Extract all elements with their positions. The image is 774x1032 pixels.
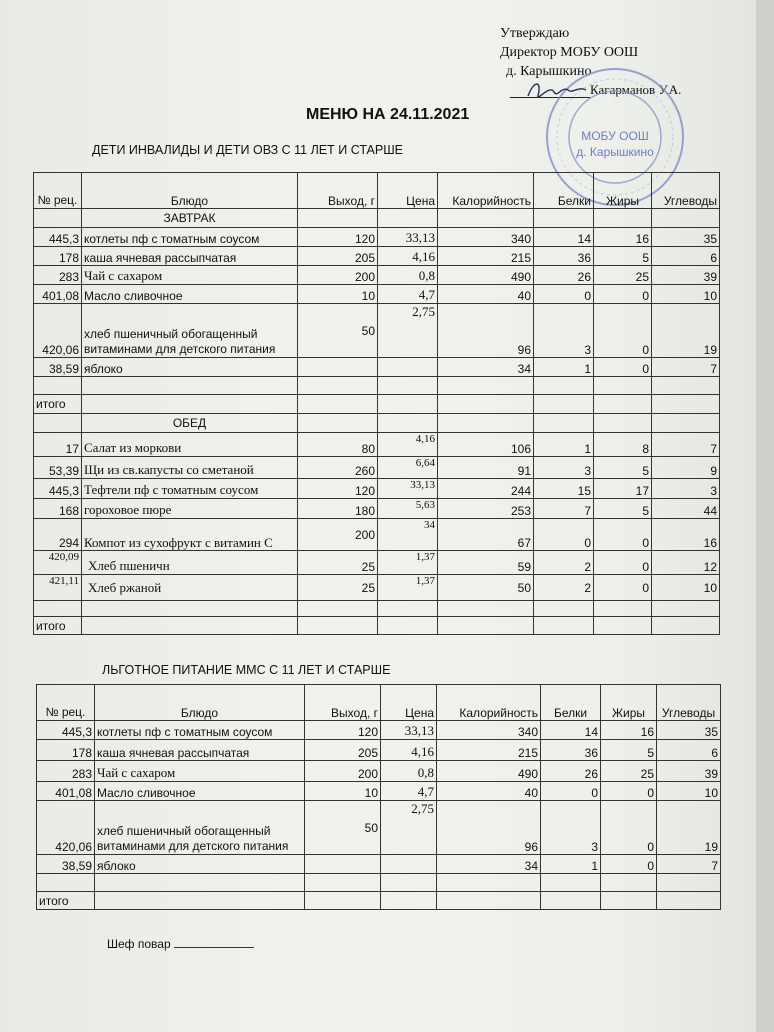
- header-rec: № рец.: [37, 685, 95, 721]
- table-row: 420,06 хлеб пшеничный обогащенный витаминами для детского питания 50 2,75 96 3 0 19: [37, 801, 721, 855]
- approval-line-1: Утверждаю: [500, 26, 570, 41]
- header-calories: Калорийность: [437, 685, 541, 721]
- table-row: 420,09 Хлеб пшеничн 25 1,37 59 2 0 12: [34, 551, 720, 575]
- table2-total-label: итого: [37, 892, 95, 910]
- header-calories: Калорийность: [438, 173, 534, 209]
- header-output: Выход, г: [298, 173, 378, 209]
- header-protein: Белки: [541, 685, 601, 721]
- table-row: 283 Чай с сахаром 200 0,8 490 26 25 39: [34, 266, 720, 285]
- signer-name: Кагарманов У.А.: [590, 82, 682, 97]
- approval-line-3: д. Карышкино: [506, 64, 592, 79]
- table-row: 445,3 котлеты пф с томатным соусом 120 33,13 340 14 16 35: [34, 228, 720, 247]
- table-row: 17 Салат из моркови 80 4,16 106 1 8 7: [34, 433, 720, 457]
- header-carbs: Углеводы: [657, 685, 721, 721]
- table1-subtitle: ДЕТИ ИНВАЛИДЫ И ДЕТИ ОВЗ С 11 ЛЕТ И СТАРШЕ: [92, 143, 404, 157]
- menu-table-privileged: [36, 684, 721, 910]
- table-row: 445,3 котлеты пф с томатным соусом 120 33,13 340 14 16 35: [37, 721, 721, 740]
- table2-header-row: [37, 685, 721, 721]
- stamp-line-2: д. Карышкино: [576, 145, 654, 159]
- lunch-label: ОБЕД: [82, 414, 298, 433]
- header-price: Цена: [381, 685, 437, 721]
- stamp-line-1: МОБУ ООШ: [581, 129, 649, 143]
- table-row: 168 гороховое пюре 180 5,63 253 7 5 44: [34, 499, 720, 519]
- table-row: 53,39 Щи из св.капусты со сметаной 260 6,64 91 3 5 9: [34, 457, 720, 479]
- table-row: 401,08 Масло сливочное 10 4,7 40 0 0 10: [34, 285, 720, 304]
- header-protein: Белки: [534, 173, 594, 209]
- table-row: 401,08 Масло сливочное 10 4,7 40 0 0 10: [37, 782, 721, 801]
- approval-line-2: Директор МОБУ ООШ: [500, 45, 639, 60]
- header-output: Выход, г: [305, 685, 381, 721]
- header-dish: Блюдо: [82, 173, 298, 209]
- header-price: Цена: [378, 173, 438, 209]
- breakfast-label: ЗАВТРАК: [82, 209, 298, 228]
- chef-signature-line: [174, 947, 254, 948]
- breakfast-total-label: итого: [34, 395, 82, 414]
- table-row: 283 Чай с сахаром 200 0,8 490 26 25 39: [37, 761, 721, 782]
- table-row: 445,3 Тефтели пф с томатным соусом 120 33,13 244 15 17 3: [34, 479, 720, 499]
- header-fat: Жиры: [594, 173, 652, 209]
- page-title: МЕНЮ НА 24.11.2021: [306, 106, 470, 123]
- table-row: 421,11 Хлеб ржаной 25 1,37 50 2 0 10: [34, 575, 720, 601]
- menu-table-disabled-children: [33, 172, 720, 635]
- chef-label: Шеф повар: [107, 937, 171, 951]
- table-row: 178 каша ячневая рассыпчатая 205 4,16 215 36 5 6: [34, 247, 720, 266]
- header-carbs: Углеводы: [652, 173, 720, 209]
- table-row: 294 Компот из сухофрукт с витамин С 200 34 67 0 0 16: [34, 519, 720, 551]
- lunch-total-label: итого: [34, 617, 82, 635]
- header-dish: Блюдо: [95, 685, 305, 721]
- table-row: 38,59 яблоко 34 1 0 7: [34, 358, 720, 377]
- chef-signature: [107, 937, 254, 951]
- table-row: 178 каша ячневая рассыпчатая 205 4,16 215 36 5 6: [37, 740, 721, 761]
- table1-header-row: [34, 173, 720, 209]
- header-rec: № рец.: [34, 173, 82, 209]
- table-row: 38,59 яблоко 34 1 0 7: [37, 855, 721, 874]
- signature-scribble: [524, 76, 594, 104]
- table-row: 420,06 хлеб пшеничный обогащенный витаминами для детского питания 50 2,75 96 3 0 19: [34, 304, 720, 358]
- header-fat: Жиры: [601, 685, 657, 721]
- table2-subtitle: ЛЬГОТНОЕ ПИТАНИЕ ММС С 11 ЛЕТ И СТАРШЕ: [102, 663, 391, 677]
